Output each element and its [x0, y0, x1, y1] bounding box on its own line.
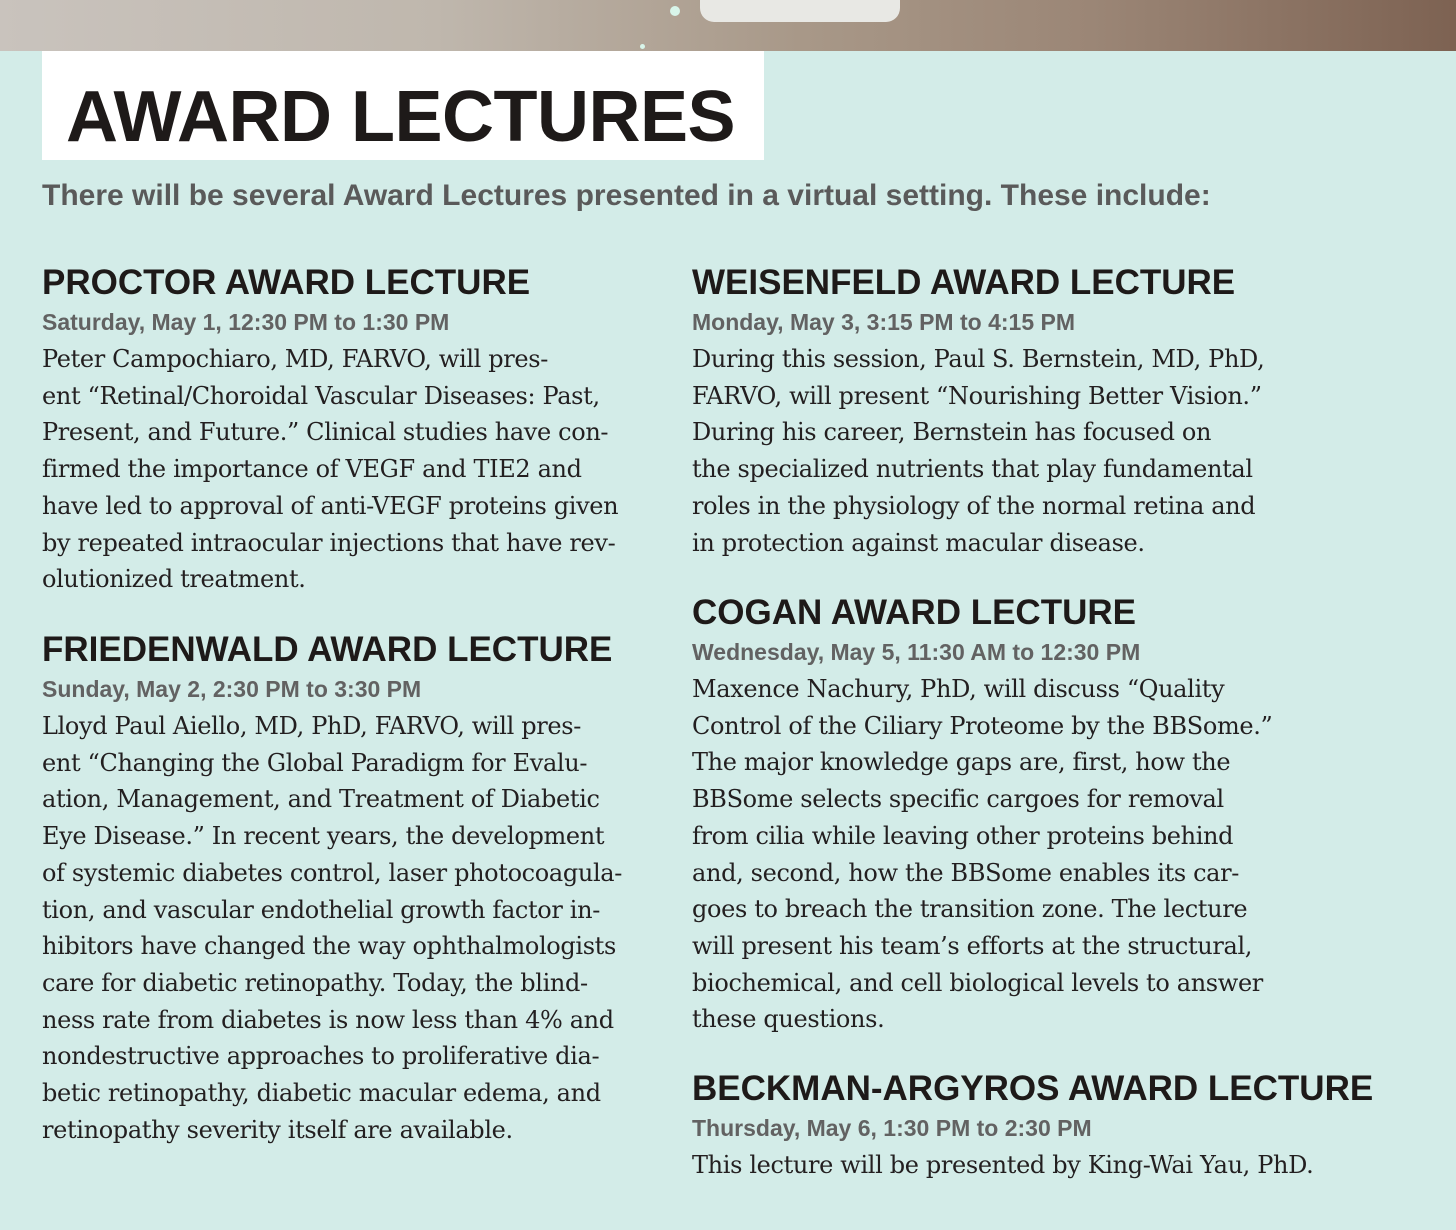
header-banner-image	[0, 0, 1456, 51]
lecture-description	[42, 341, 618, 598]
text-line: The major knowledge gaps are, first, how the	[692, 748, 1231, 777]
text-line: from cilia while leaving other proteins behind	[692, 821, 1234, 850]
text-line: goes to breach the transition zone. The lecture	[692, 895, 1248, 924]
lecture-title: BECKMAN-ARGYROS AWARD LECTURE	[692, 1069, 1374, 1108]
text-line: will present his team’s efforts at the structural,	[692, 931, 1253, 960]
text-line: of systemic diabetes control, laser photocoagula-	[42, 858, 622, 887]
text-line: olutionized treatment.	[42, 565, 306, 594]
lecture-title: WEISENFELD AWARD LECTURE	[692, 263, 1236, 302]
page-title: AWARD LECTURES	[66, 77, 736, 157]
lecture-description	[42, 708, 622, 1148]
text-line: the specialized nutrients that play fundamental	[692, 455, 1253, 484]
text-line: Control of the Ciliary Proteome by the BBSome.”	[692, 711, 1273, 740]
lecture-datetime: Sunday, May 2, 2:30 PM to 3:30 PM	[42, 676, 422, 702]
text-line: During his career, Bernstein has focused on	[692, 418, 1212, 447]
text-line: care for diabetic retinopathy. Today, the blind-	[42, 968, 588, 997]
text-line: Present, and Future.” Clinical studies have con-	[42, 418, 609, 447]
lecture-cogan	[692, 593, 1272, 1038]
text-line: have led to approval of anti-VEGF proteins given	[42, 491, 619, 520]
text-line: ation, Management, and Treatment of Diabetic	[42, 785, 600, 814]
text-line: ent “Retinal/Choroidal Vascular Diseases: Past,	[42, 381, 600, 410]
text-line: tion, and vascular endothelial growth factor in-	[42, 895, 600, 924]
lecture-description	[692, 341, 1264, 561]
text-line: This lecture will be presented by King-Wai Yau, PhD.	[692, 1151, 1314, 1179]
text-line: Peter Campochiaro, MD, FARVO, will pres-	[42, 345, 548, 373]
text-line: in protection against macular disease.	[692, 528, 1145, 557]
text-line: FARVO, will present “Nourishing Better Vision.”	[692, 381, 1262, 410]
lecture-datetime: Monday, May 3, 3:15 PM to 4:15 PM	[692, 309, 1076, 335]
text-line: Maxence Nachury, PhD, will discuss “Quality	[692, 675, 1225, 703]
lecture-proctor	[42, 263, 618, 598]
lecture-weisenfeld	[692, 263, 1264, 561]
lecture-friedenwald	[42, 630, 622, 1148]
text-line: ness rate from diabetes is now less than 4% and	[42, 1005, 614, 1034]
text-line: biochemical, and cell biological levels to answer	[692, 968, 1263, 997]
lecture-title: PROCTOR AWARD LECTURE	[42, 263, 531, 302]
text-line: Eye Disease.” In recent years, the development	[42, 822, 605, 851]
text-line: BBSome selects specific cargoes for removal	[692, 785, 1224, 814]
text-line: hibitors have changed the way ophthalmologists	[42, 932, 616, 961]
text-line: these questions.	[692, 1005, 885, 1034]
lecture-description	[692, 1147, 1373, 1184]
intro-text: There will be several Award Lectures presented in a virtual setting. These include:	[42, 179, 1211, 212]
lecture-beckman-argyros	[692, 1069, 1373, 1184]
text-line: retinopathy severity itself are available.	[42, 1115, 513, 1144]
text-line: betic retinopathy, diabetic macular edema, and	[42, 1079, 601, 1108]
lecture-title: COGAN AWARD LECTURE	[692, 593, 1136, 632]
lecture-datetime: Wednesday, May 5, 11:30 AM to 12:30 PM	[692, 639, 1141, 665]
lecture-datetime: Saturday, May 1, 12:30 PM to 1:30 PM	[42, 309, 450, 335]
text-line: ent “Changing the Global Paradigm for Evalu-	[42, 748, 588, 777]
lecture-description	[692, 671, 1272, 1038]
text-line: Lloyd Paul Aiello, MD, PhD, FARVO, will pres-	[42, 712, 581, 740]
text-line: firmed the importance of VEGF and TIE2 and	[42, 455, 582, 484]
text-line: and, second, how the BBSome enables its car-	[692, 858, 1239, 887]
text-line: by repeated intraocular injections that have rev-	[42, 528, 616, 557]
lecture-datetime: Thursday, May 6, 1:30 PM to 2:30 PM	[692, 1115, 1092, 1141]
text-line: During this session, Paul S. Bernstein, MD, PhD,	[692, 345, 1265, 373]
lecture-title: FRIEDENWALD AWARD LECTURE	[42, 630, 613, 669]
text-line: roles in the physiology of the normal retina and	[692, 491, 1256, 520]
text-line: nondestructive approaches to proliferative dia-	[42, 1042, 600, 1071]
